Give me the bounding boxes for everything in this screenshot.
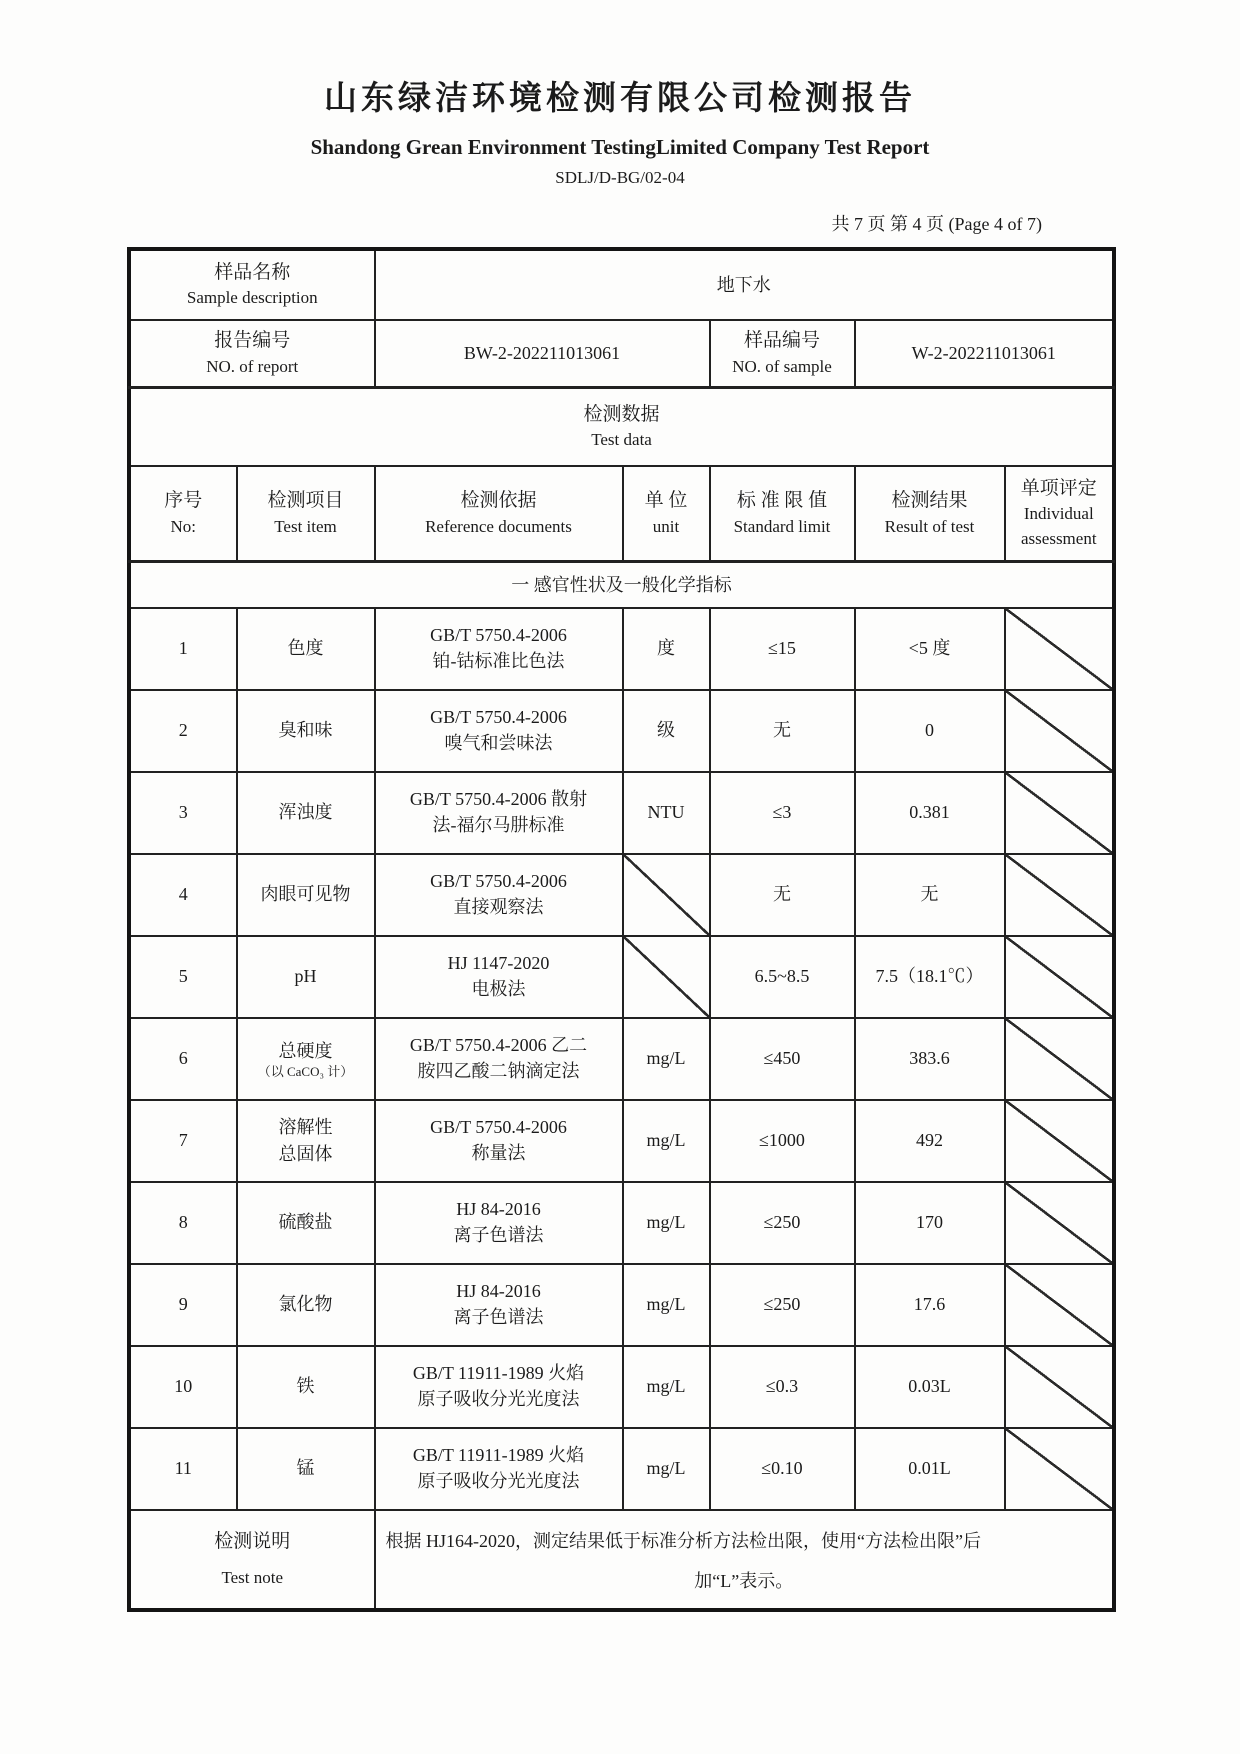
row-limit: 6.5~8.5 bbox=[710, 936, 855, 1018]
row-assessment-slash bbox=[1005, 1100, 1114, 1182]
test-data-banner-row bbox=[130, 388, 1114, 466]
row-unit: 级 bbox=[623, 690, 710, 772]
test-data-banner bbox=[130, 388, 1114, 466]
row-result: 17.6 bbox=[855, 1264, 1005, 1346]
column-header-item-en: Test item bbox=[274, 516, 337, 536]
row-no: 10 bbox=[130, 1346, 237, 1428]
sample-number-value: W-2-202211013061 bbox=[855, 320, 1114, 388]
column-header-reference-cn: 检测依据 bbox=[460, 490, 537, 512]
table-row bbox=[130, 690, 1114, 772]
column-header-no bbox=[130, 466, 237, 562]
row-item: 铁 bbox=[237, 1346, 375, 1428]
column-header-result-en: Result of test bbox=[884, 516, 975, 536]
row-item: pH bbox=[237, 936, 375, 1018]
row-limit: 无 bbox=[710, 690, 855, 772]
row-no: 2 bbox=[130, 690, 237, 772]
row-assessment-slash bbox=[1005, 936, 1114, 1018]
test-data-banner-cn: 检测数据 bbox=[583, 403, 660, 425]
test-report-table bbox=[128, 248, 1115, 1611]
row-assessment-slash bbox=[1005, 1346, 1114, 1428]
row-assessment-slash bbox=[1005, 772, 1114, 854]
sample-description-row bbox=[130, 250, 1114, 320]
row-result: 7.5（18.1℃） bbox=[855, 936, 1005, 1018]
row-assessment-slash bbox=[1005, 608, 1114, 690]
row-item: 氯化物 bbox=[237, 1264, 375, 1346]
row-item: 硫酸盐 bbox=[237, 1182, 375, 1264]
table-row bbox=[130, 936, 1114, 1018]
page-title-english: Shandong Grean Environment TestingLimited Company Test Report bbox=[310, 135, 930, 159]
row-result: 383.6 bbox=[855, 1018, 1005, 1100]
row-unit: 度 bbox=[623, 608, 710, 690]
document-code: SDLJ/D-BG/02-04 bbox=[555, 168, 685, 187]
column-header-item-cn: 检测项目 bbox=[267, 490, 344, 512]
row-item: 总硬度 （以 CaCO₃ 计） bbox=[237, 1018, 375, 1100]
row-unit: mg/L bbox=[623, 1428, 710, 1510]
row-no: 8 bbox=[130, 1182, 237, 1264]
row-result: 492 bbox=[855, 1100, 1005, 1182]
row-limit: ≤0.10 bbox=[710, 1428, 855, 1510]
report-number-row bbox=[130, 320, 1114, 388]
row-result: 0 bbox=[855, 690, 1005, 772]
column-header-unit-en: unit bbox=[652, 516, 680, 536]
row-item: 浑浊度 bbox=[237, 772, 375, 854]
table-row bbox=[130, 1428, 1114, 1510]
sample-description-label-cn: 样品名称 bbox=[214, 261, 291, 283]
column-header-result-cn: 检测结果 bbox=[891, 490, 968, 512]
row-unit-slash bbox=[623, 854, 710, 936]
report-number-label bbox=[130, 320, 375, 388]
row-limit: ≤0.3 bbox=[710, 1346, 855, 1428]
test-data-banner-en: Test data bbox=[591, 430, 652, 450]
row-item: 色度 bbox=[237, 608, 375, 690]
test-note-content bbox=[375, 1510, 1114, 1610]
report-number-value: BW-2-202211013061 bbox=[375, 320, 710, 388]
column-header-assessment-en: Individual assessment bbox=[1021, 504, 1097, 549]
report-number-label-cn: 报告编号 bbox=[214, 330, 291, 352]
row-no: 1 bbox=[130, 608, 237, 690]
row-reference: GB/T 11911-1989 火焰 原子吸收分光光度法 bbox=[375, 1346, 623, 1428]
sample-description-label-en: Sample description bbox=[186, 288, 318, 308]
row-reference: GB/T 5750.4-2006 直接观察法 bbox=[375, 854, 623, 936]
test-note-row bbox=[130, 1510, 1114, 1610]
row-reference: GB/T 5750.4-2006 乙二 胺四乙酸二钠滴定法 bbox=[375, 1018, 623, 1100]
row-unit: NTU bbox=[623, 772, 710, 854]
row-limit: ≤15 bbox=[710, 608, 855, 690]
column-header-limit bbox=[710, 466, 855, 562]
column-header-limit-en: Standard limit bbox=[733, 516, 831, 536]
row-limit: ≤250 bbox=[710, 1264, 855, 1346]
row-limit: ≤3 bbox=[710, 772, 855, 854]
row-result: <5 度 bbox=[855, 608, 1005, 690]
row-reference: GB/T 5750.4-2006 嗅气和尝味法 bbox=[375, 690, 623, 772]
page-indicator: 共 7 页 第 4 页 (Page 4 of 7) bbox=[831, 214, 1042, 234]
row-reference: GB/T 5750.4-2006 散射 法-福尔马肼标准 bbox=[375, 772, 623, 854]
row-unit: mg/L bbox=[623, 1264, 710, 1346]
row-result: 0.03L bbox=[855, 1346, 1005, 1428]
table-row bbox=[130, 1264, 1114, 1346]
row-item: 锰 bbox=[237, 1428, 375, 1510]
row-reference: GB/T 5750.4-2006 铂-钴标准比色法 bbox=[375, 608, 623, 690]
row-unit: mg/L bbox=[623, 1018, 710, 1100]
row-no: 7 bbox=[130, 1100, 237, 1182]
row-item: 溶解性 总固体 bbox=[237, 1100, 375, 1182]
page-title: 山东绿洁环境检测有限公司检测报告 bbox=[324, 81, 916, 117]
row-reference: HJ 84-2016 离子色谱法 bbox=[375, 1264, 623, 1346]
column-header-assessment-cn: 单项评定 bbox=[1020, 477, 1097, 499]
row-reference: HJ 1147-2020 电极法 bbox=[375, 936, 623, 1018]
report-number-label-en: NO. of report bbox=[206, 356, 299, 376]
row-no: 3 bbox=[130, 772, 237, 854]
table-row bbox=[130, 1018, 1114, 1100]
row-assessment-slash bbox=[1005, 1264, 1114, 1346]
column-header-item bbox=[237, 466, 375, 562]
row-no: 4 bbox=[130, 854, 237, 936]
row-limit: ≤1000 bbox=[710, 1100, 855, 1182]
column-header-reference-en: Reference documents bbox=[425, 516, 572, 536]
test-note-label bbox=[130, 1510, 375, 1610]
row-limit: 无 bbox=[710, 854, 855, 936]
row-assessment-slash bbox=[1005, 1018, 1114, 1100]
row-reference: HJ 84-2016 离子色谱法 bbox=[375, 1182, 623, 1264]
table-row bbox=[130, 854, 1114, 936]
row-assessment-slash bbox=[1005, 854, 1114, 936]
report-content bbox=[128, 72, 1112, 1611]
sample-description-label bbox=[130, 250, 375, 320]
sample-number-label-cn: 样品编号 bbox=[743, 330, 820, 352]
test-note-line2: 加“L”表示。 bbox=[694, 1571, 794, 1592]
row-no: 5 bbox=[130, 936, 237, 1018]
row-result: 无 bbox=[855, 854, 1005, 936]
row-result: 0.01L bbox=[855, 1428, 1005, 1510]
column-header-assessment bbox=[1005, 466, 1114, 562]
table-row bbox=[130, 1346, 1114, 1428]
row-no: 11 bbox=[130, 1428, 237, 1510]
section-header: 一 感官性状及一般化学指标 bbox=[130, 562, 1114, 608]
column-header-row bbox=[130, 466, 1114, 562]
row-item: 肉眼可见物 bbox=[237, 854, 375, 936]
sample-description-value: 地下水 bbox=[375, 250, 1114, 320]
row-assessment-slash bbox=[1005, 1428, 1114, 1510]
row-assessment-slash bbox=[1005, 1182, 1114, 1264]
row-limit: ≤250 bbox=[710, 1182, 855, 1264]
column-header-unit bbox=[623, 466, 710, 562]
test-note-label-cn: 检测说明 bbox=[214, 1531, 291, 1553]
row-unit: mg/L bbox=[623, 1100, 710, 1182]
table-row bbox=[130, 1182, 1114, 1264]
row-result: 0.381 bbox=[855, 772, 1005, 854]
row-no: 6 bbox=[130, 1018, 237, 1100]
sample-number-label bbox=[710, 320, 855, 388]
table-row bbox=[130, 772, 1114, 854]
row-unit: mg/L bbox=[623, 1182, 710, 1264]
row-unit: mg/L bbox=[623, 1346, 710, 1428]
section-header-row bbox=[130, 562, 1114, 608]
table-row bbox=[130, 1100, 1114, 1182]
row-reference: GB/T 5750.4-2006 称量法 bbox=[375, 1100, 623, 1182]
test-note-line1: 根据 HJ164-2020，测定结果低于标准分析方法检出限，使用“方法检出限”后 bbox=[385, 1531, 981, 1552]
column-header-no-cn: 序号 bbox=[164, 490, 203, 512]
column-header-reference bbox=[375, 466, 623, 562]
column-header-no-en: No: bbox=[170, 516, 196, 536]
test-note-label-en: Test note bbox=[221, 1567, 284, 1587]
row-unit-slash bbox=[623, 936, 710, 1018]
column-header-result bbox=[855, 466, 1005, 562]
row-reference: GB/T 11911-1989 火焰 原子吸收分光光度法 bbox=[375, 1428, 623, 1510]
row-assessment-slash bbox=[1005, 690, 1114, 772]
row-result: 170 bbox=[855, 1182, 1005, 1264]
row-no: 9 bbox=[130, 1264, 237, 1346]
row-item: 臭和味 bbox=[237, 690, 375, 772]
sample-number-label-en: NO. of sample bbox=[732, 356, 832, 376]
column-header-limit-cn: 标 准 限 值 bbox=[736, 490, 828, 512]
table-row bbox=[130, 608, 1114, 690]
column-header-unit-cn: 单 位 bbox=[644, 490, 688, 512]
row-limit: ≤450 bbox=[710, 1018, 855, 1100]
